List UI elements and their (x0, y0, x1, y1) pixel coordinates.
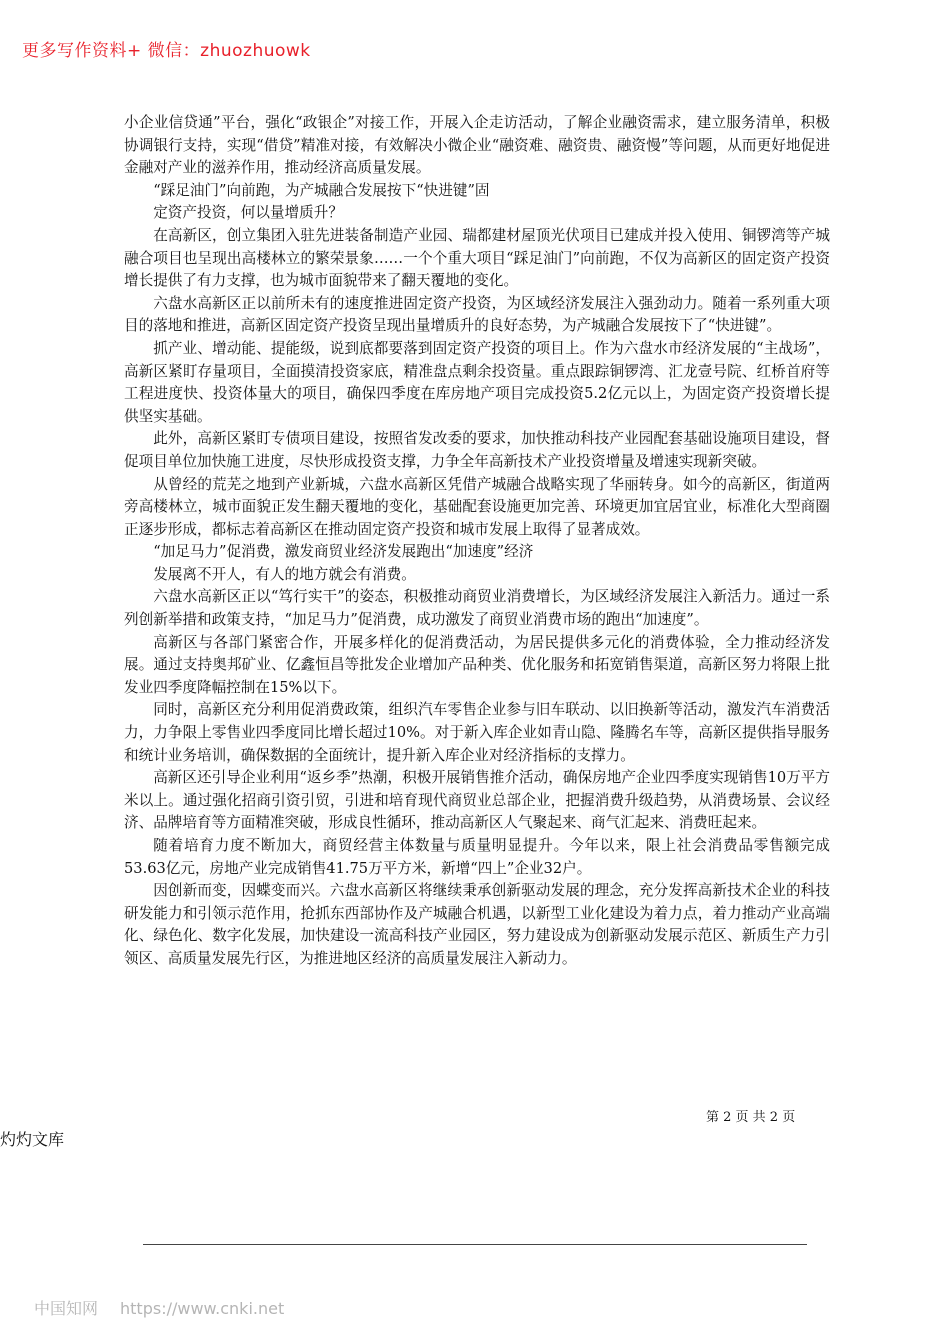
footer-brand: 中国知网 (34, 1299, 99, 1318)
paragraph: 因创新而变，因蝶变而兴。六盘水高新区将继续秉承创新驱动发展的理念，充分发挥高新技术企业的科技研发能力和引领示范作用，抢抓东西部协作及产城融合机遇，以新型工业化建设为着力点，着力推动产业高端化、绿色化、数字化发展，加快建设一流高科技产业园区，努力建设成为创新驱动发展示范区、新质生产力引领区、高质量发展先行区，为推进地区经济的高质量发展注入新动力。 (124, 882, 830, 967)
promo-banner: 更多写作资料+ 微信：zhuozhuowk (22, 41, 311, 61)
paragraph: 高新区与各部门紧密合作，开展多样化的促消费活动，为居民提供多元化的消费体验，全力推动经济发展。通过支持奥邦矿业、亿鑫恒昌等批发企业增加产品种类、优化服务和拓宽销售渠道，高新区努力将限上批发业四季度降幅控制在15%以下。 (124, 633, 830, 696)
paragraph: 在高新区，创立集团入驻先进装备制造产业园、瑞都建材屋顶光伏项目已建成并投入使用、铜锣湾等产城融合项目也呈现出高楼林立的繁荣景象……一个个重大项目“踩足油门”向前跑，不仅为高新区的固定资产投资增长提供了有力支撑，也为城市面貌带来了翻天覆地的变化。 (124, 226, 830, 290)
paragraph: 抓产业、增动能、提能级，说到底都要落到固定资产投资的项目上。作为六盘水市经济发展的“主战场”，高新区紧盯存量项目，全面摸清投资家底，精准盘点剩余投资量。重点跟踪铜锣湾、汇龙壹号院、红桥首府等工程进度快、投资体量大的项目，确保四季度在库房地产项目完成投资5.2亿元以上，为固定资产投资增长提供坚实基础。 (124, 339, 830, 425)
footer-divider (143, 1244, 807, 1245)
paragraph: 高新区还引导企业利用“返乡季”热潮，积极开展销售推介活动，确保房地产企业四季度实现销售10万平方米以上。通过强化招商引资引贸，引进和培育现代商贸业总部企业，把握消费升级趋势，从消费场景、会议经济、品牌培育等方面精准突破，形成良性循环，推动高新区人气聚起来、商气汇起来、消费旺起来。 (124, 769, 830, 832)
section-heading: 定资产投资，何以量增质升？ (153, 204, 343, 222)
paragraph: 从曾经的荒芜之地到产业新城，六盘水高新区凭借产城融合战略实现了华丽转身。如今的高新区，街道两旁高楼林立，城市面貌正发生翻天覆地的变化，基础配套设施更加完善、环境更加宜居宜业，标准化大型商圈正逐步形成，都标志着高新区在推动固定资产投资和城市发展上取得了显著成效。 (124, 475, 830, 538)
section-heading: 发展离不开人，有人的地方就会有消费。 (153, 565, 416, 583)
page-number: 第 2 页 共 2 页 (706, 1110, 796, 1125)
paragraph: 小企业信贷通”平台，强化“政银企”对接工作，开展入企走访活动，了解企业融资需求，建立服务清单，积极协调银行支持，实现“借贷”精准对接，有效解决小微企业“融资难、融资贵、融资慢”等问题，从而更好地促进金融对产业的滋养作用，推动经济高质量发展。 (124, 114, 830, 177)
paragraph: 随着培育力度不断加大，商贸经营主体数量与质量明显提升。今年以来，限上社会消费品零售额完成53.63亿元，房地产业完成销售41.75万平方米，新增“四上”企业32户。 (124, 837, 830, 877)
footer-watermark (34, 1296, 306, 1319)
paragraph: 此外，高新区紧盯专债项目建设，按照省发改委的要求，加快推动科技产业园配套基础设施项目建设，督促项目单位加快施工进度，尽快形成投资支撑，力争全年高新技术产业投资增量及增速实现新突破。 (124, 430, 830, 470)
section-heading: “加足马力”促消费，激发商贸业经济发展跑出“加速度”经济 (153, 543, 534, 561)
paragraph: 六盘水高新区正以前所未有的速度推进固定资产投资，为区域经济发展注入强劲动力。随着一系列重大项目的落地和推进，高新区固定资产投资呈现出量增质升的良好态势，为产城融合发展按下了“快进键”。 (124, 294, 830, 335)
section-heading: “踩足油门”向前跑，为产城融合发展按下“快进键”固 (153, 181, 490, 199)
paragraph: 六盘水高新区正以“笃行实干”的姿态，积极推动商贸业消费增长，为区域经济发展注入新活力。通过一系列创新举措和政策支持，“加足马力”促消费，成功激发了商贸业消费市场的跑出“加速度”。 (124, 588, 830, 629)
article-body (124, 112, 830, 971)
footer-url: https://www.cnki.net (120, 1299, 285, 1318)
paragraph: 同时，高新区充分利用促消费政策，组织汽车零售企业参与旧车联动、以旧换新等活动，激发汽车消费活力，力争限上零售业四季度同比增长超过10%。对于新入库企业如青山隐、隆腾名车等，高新区提供指导服务和统计业务培训，确保数据的全面统计，提升新入库企业对经济指标的支撑力。 (124, 701, 830, 764)
site-name: 灼灼文库 (0, 1130, 65, 1149)
